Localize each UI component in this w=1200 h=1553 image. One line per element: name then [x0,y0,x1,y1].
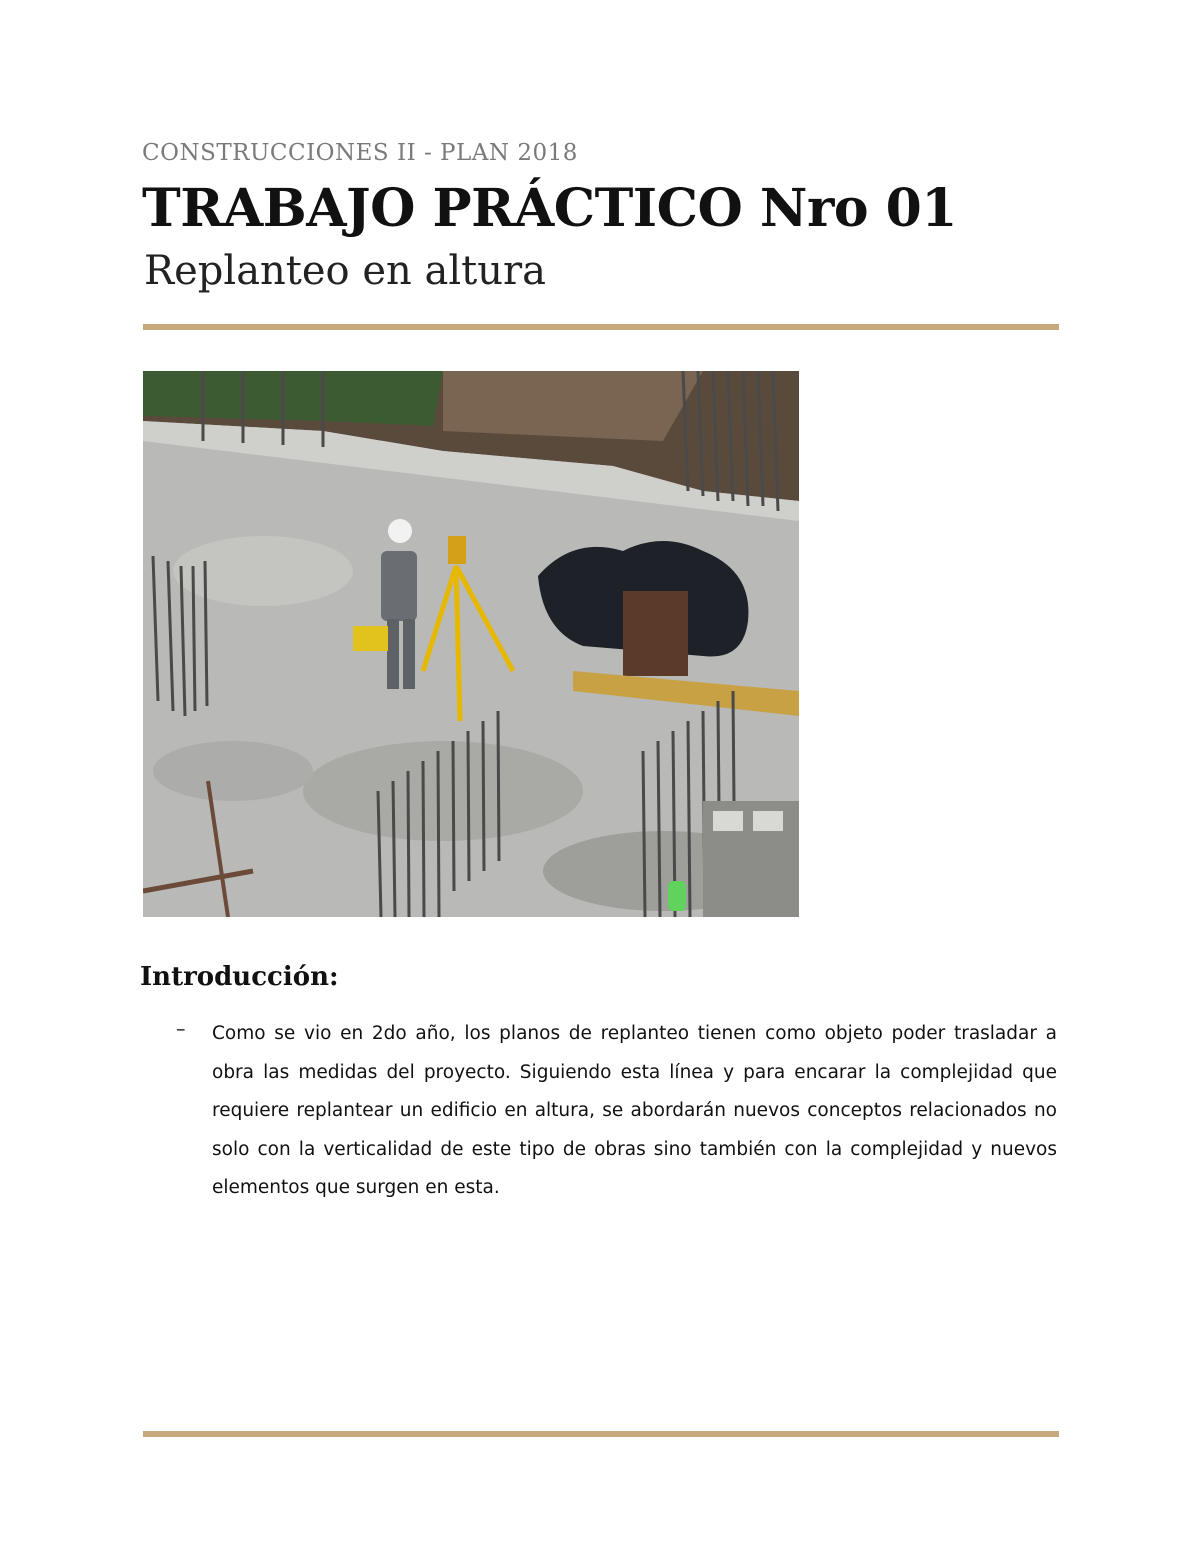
page-title: TRABAJO PRÁCTICO Nro 01 [142,178,957,239]
course-label: CONSTRUCCIONES II - PLAN 2018 [142,140,578,166]
construction-photo-icon [143,371,799,917]
bullet-marker: – [176,1018,186,1040]
intro-heading: Introducción: [140,962,339,992]
footer-divider [143,1431,1059,1437]
header-divider [143,324,1059,330]
page-subtitle: Replanteo en altura [144,248,546,294]
intro-paragraph: Como se vio en 2do año, los planos de replanteo tienen como objeto poder trasladar a obra las medidas del proyecto. Siguiendo esta línea y para encarar la complejidad que requiere replantear un edificio en altura, se abordarán nuevos conceptos relacionados no solo con la verticalidad de este tipo de obras sino también con la complejidad y nuevos elementos que surgen en esta. [212,1023,1057,1199]
